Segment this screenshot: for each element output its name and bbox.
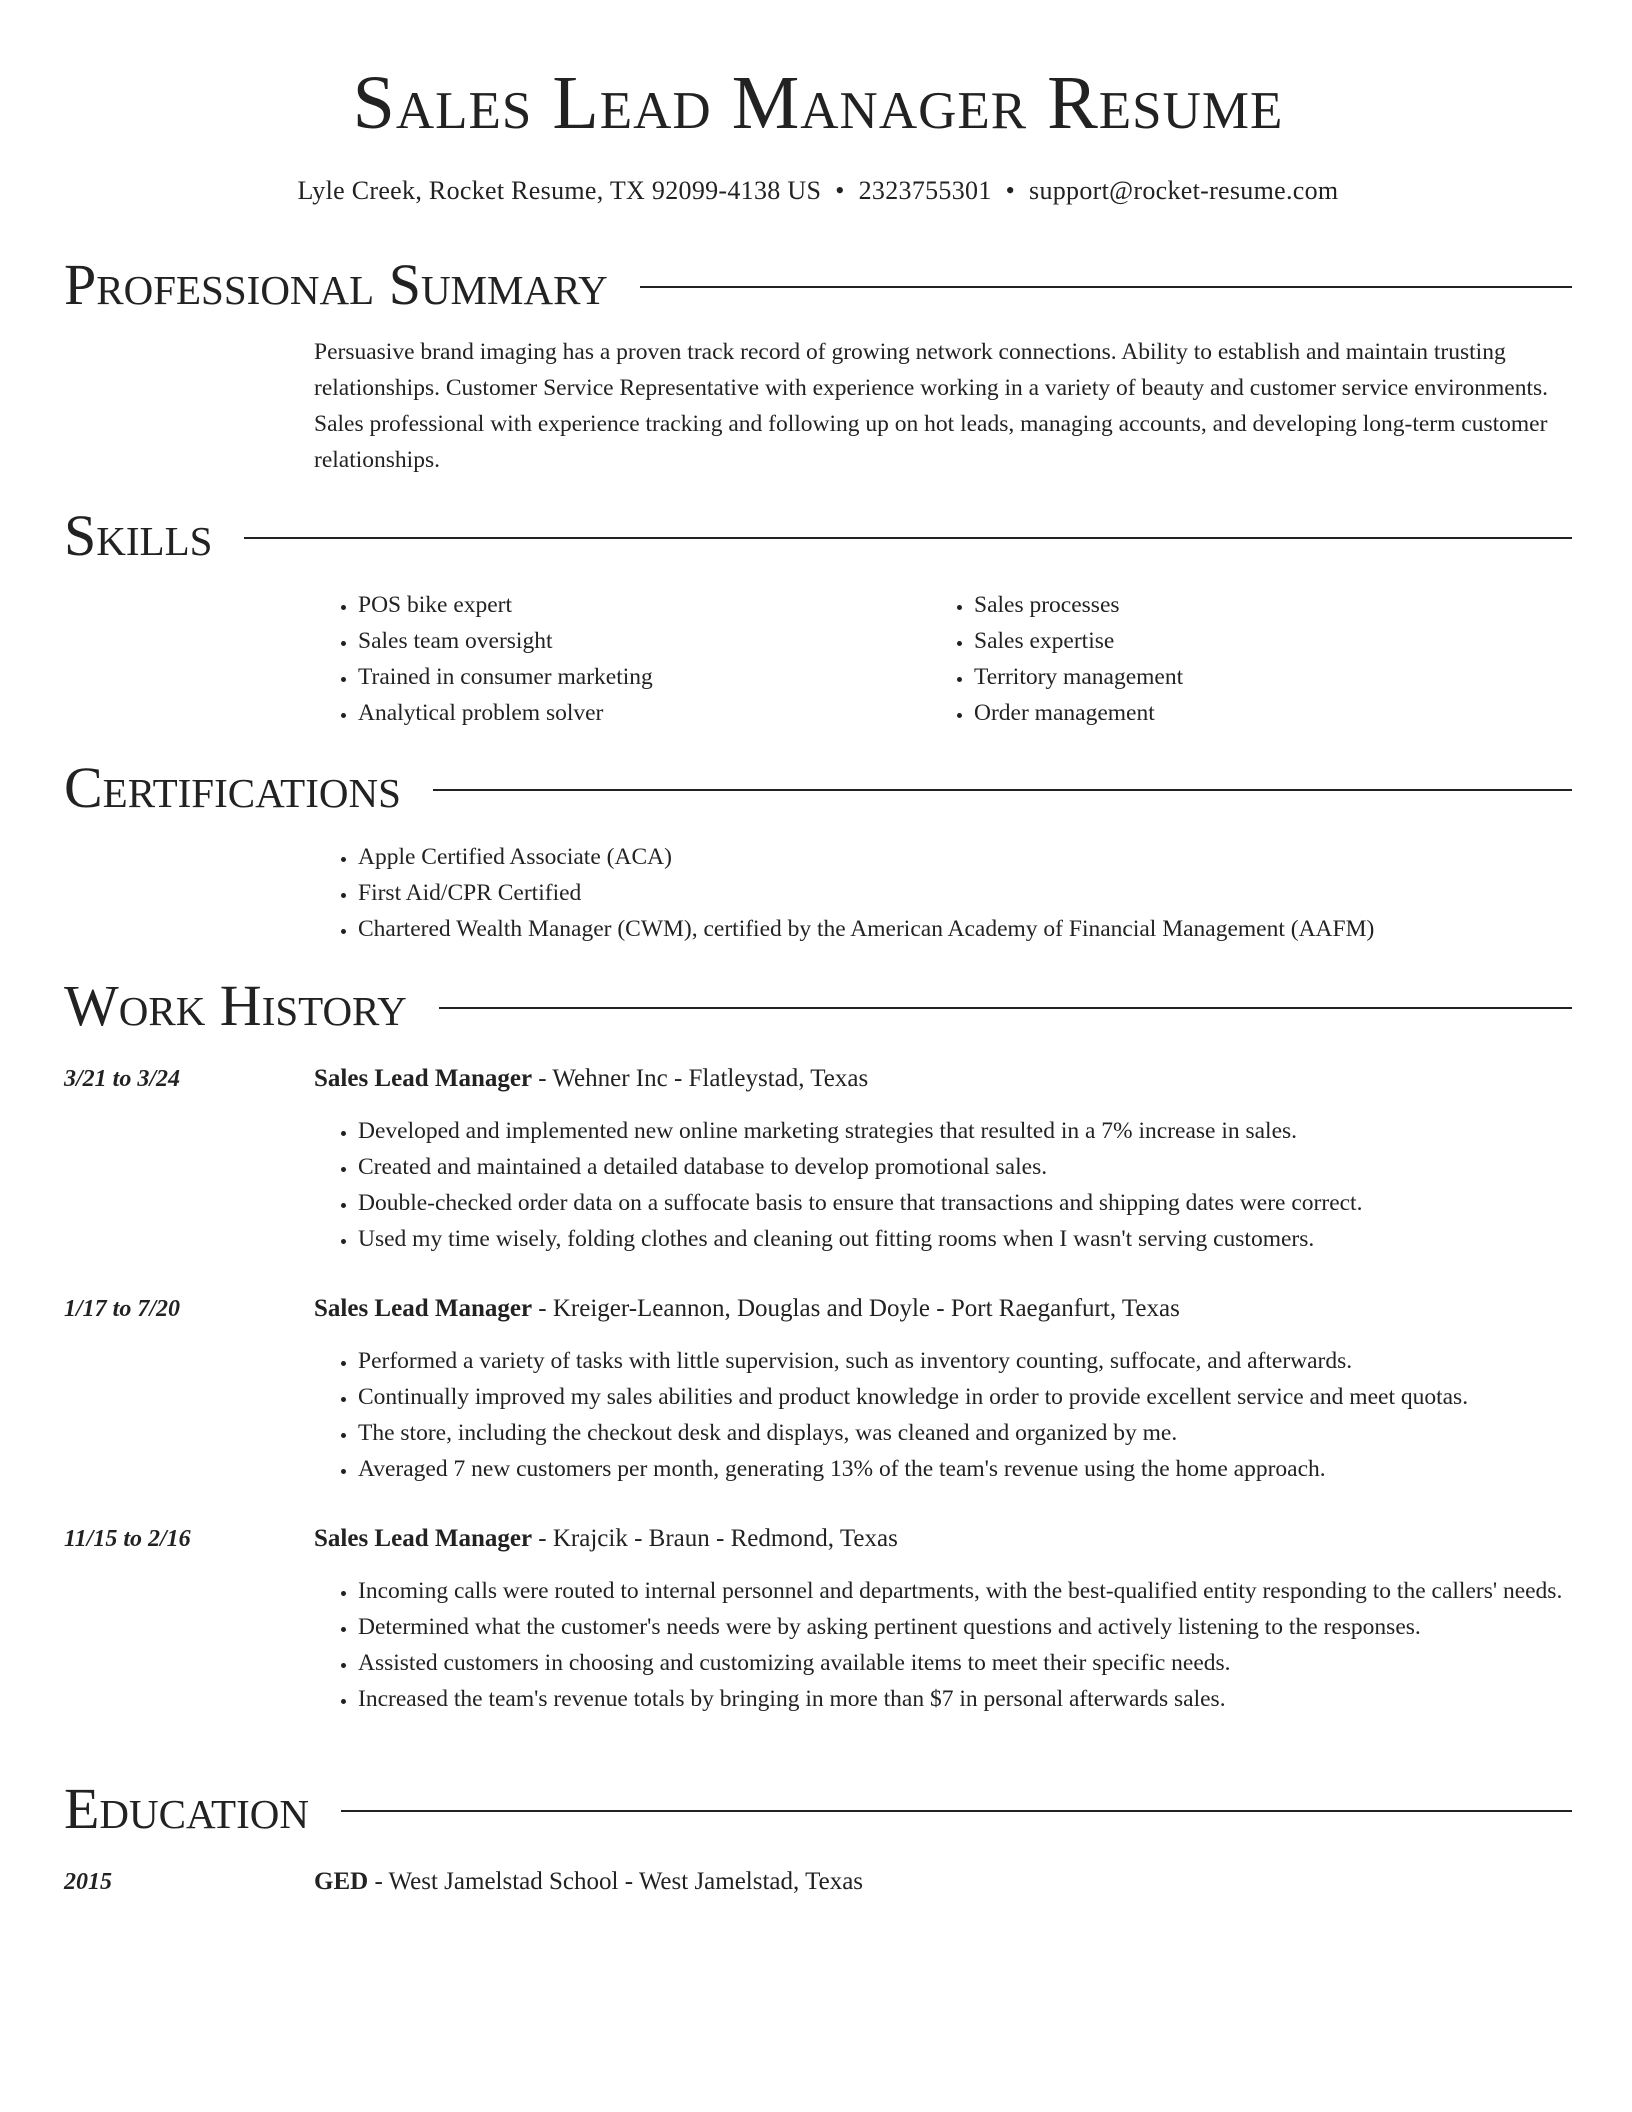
job-bullet: • Performed a variety of tasks with little supervision, such as inventory counting, suffocate, and afterwards.: [358, 1343, 1572, 1379]
job-bullet: • Double-checked order data on a suffocate basis to ensure that transactions and shipping dates were correct.: [358, 1185, 1572, 1221]
section-title: Skills: [64, 503, 213, 568]
skill-item: • Territory management: [974, 659, 1546, 695]
section-divider: [640, 286, 1572, 288]
skills-section-header: [64, 503, 1572, 569]
job-dates: 3/21 to 3/24: [64, 1066, 181, 1092]
skill-item: • Analytical problem solver: [358, 695, 930, 731]
section-divider: [433, 789, 1572, 791]
education-degree: GED: [314, 1868, 369, 1895]
section-divider: [244, 537, 1572, 539]
job-employer: - Krajcik - Braun - Redmond, Texas: [532, 1525, 898, 1552]
section-title: Professional Summary: [64, 252, 608, 317]
certification-item: • First Aid/CPR Certified: [358, 875, 1572, 911]
job-bullet: • Determined what the customer's needs were by asking pertinent questions and actively listening to the responses.: [358, 1609, 1572, 1645]
section-title: Education: [64, 1776, 309, 1841]
job-bullet: • Increased the team's revenue totals by bringing in more than $7 in personal afterwards sales.: [358, 1681, 1572, 1717]
contact-line: [64, 174, 1572, 208]
contact-separator: •: [1005, 176, 1016, 205]
education-school: - West Jamelstad School - West Jamelstad, Texas: [368, 1868, 864, 1895]
certification-item: • Apple Certified Associate (ACA): [358, 839, 1572, 875]
contact-email: support@rocket-resume.com: [1029, 176, 1339, 205]
skill-item: • Sales processes: [974, 587, 1546, 623]
summary-section-header: [64, 252, 1572, 318]
certifications-section-header: [64, 755, 1572, 821]
job-responsibilities: [314, 1343, 1572, 1487]
job-employer: - Kreiger-Leannon, Douglas and Doyle - Port Raeganfurt, Texas: [532, 1295, 1180, 1322]
job-bullet: • Continually improved my sales abilities and product knowledge in order to provide excellent service and meet quotas.: [358, 1379, 1572, 1415]
job-responsibilities: [314, 1113, 1572, 1257]
certifications-list: [314, 839, 1572, 947]
section-title: Work History: [64, 973, 407, 1038]
resume-page: [64, 0, 1572, 2112]
contact-separator: •: [835, 176, 845, 205]
contact-address: Lyle Creek, Rocket Resume, TX 92099-4138 US: [297, 176, 822, 205]
education-section-header: [64, 1776, 1572, 1842]
job-bullet: • Averaged 7 new customers per month, generating 13% of the team's revenue using the home approach.: [358, 1451, 1572, 1487]
job-role: Sales Lead Manager: [314, 1525, 533, 1552]
job-bullet: • Created and maintained a detailed database to develop promotional sales.: [358, 1149, 1572, 1185]
contact-phone: 2323755301: [858, 176, 992, 205]
job-bullet: • Used my time wisely, folding clothes and cleaning out fitting rooms when I wasn't serving customers.: [358, 1221, 1572, 1257]
skills-column-right: [930, 587, 1546, 731]
certification-item: • Chartered Wealth Manager (CWM), certified by the American Academy of Financial Management (AAFM): [358, 911, 1572, 947]
summary-text: Persuasive brand imaging has a proven track record of growing network connections. Ability to establish and maintain trusting relationships. Customer Service Representative with experience working in a variety of beauty and customer service environments. Sales professional with experience tracking and following up on hot leads, managing accounts, and developing long-term customer relationships.: [314, 339, 1549, 473]
job-employer: - Wehner Inc - Flatleystad, Texas: [532, 1065, 869, 1092]
job-dates: 11/15 to 2/16: [64, 1526, 191, 1552]
skills-list: [314, 587, 1572, 731]
section-divider: [439, 1007, 1572, 1009]
job-dates: 1/17 to 7/20: [64, 1296, 181, 1322]
section-divider: [341, 1810, 1572, 1812]
job-bullet: • Assisted customers in choosing and customizing available items to meet their specific needs.: [358, 1645, 1572, 1681]
job-bullet: • Incoming calls were routed to internal personnel and departments, with the best-qualified entity responding to the callers' needs.: [358, 1573, 1572, 1609]
skills-column-left: [314, 587, 930, 731]
skill-item: • Sales team oversight: [358, 623, 930, 659]
page-title: Sales Lead Manager Resume: [352, 61, 1284, 145]
skill-item: • Order management: [974, 695, 1546, 731]
section-title: Certifications: [64, 755, 401, 820]
education-line: [314, 1864, 1572, 1900]
education-year: 2015: [64, 1869, 112, 1895]
job-title-line: [314, 1061, 1572, 1097]
skill-item: • Trained in consumer marketing: [358, 659, 930, 695]
job-title-line: [314, 1291, 1572, 1327]
skill-item: • POS bike expert: [358, 587, 930, 623]
job-responsibilities: [314, 1573, 1572, 1717]
job-title-line: [314, 1521, 1572, 1557]
skill-item: • Sales expertise: [974, 623, 1546, 659]
work-history-section-header: [64, 973, 1572, 1039]
job-role: Sales Lead Manager: [314, 1065, 533, 1092]
job-bullet: • Developed and implemented new online marketing strategies that resulted in a 7% increase in sales.: [358, 1113, 1572, 1149]
job-role: Sales Lead Manager: [314, 1295, 533, 1322]
job-bullet: • The store, including the checkout desk and displays, was cleaned and organized by me.: [358, 1415, 1572, 1451]
